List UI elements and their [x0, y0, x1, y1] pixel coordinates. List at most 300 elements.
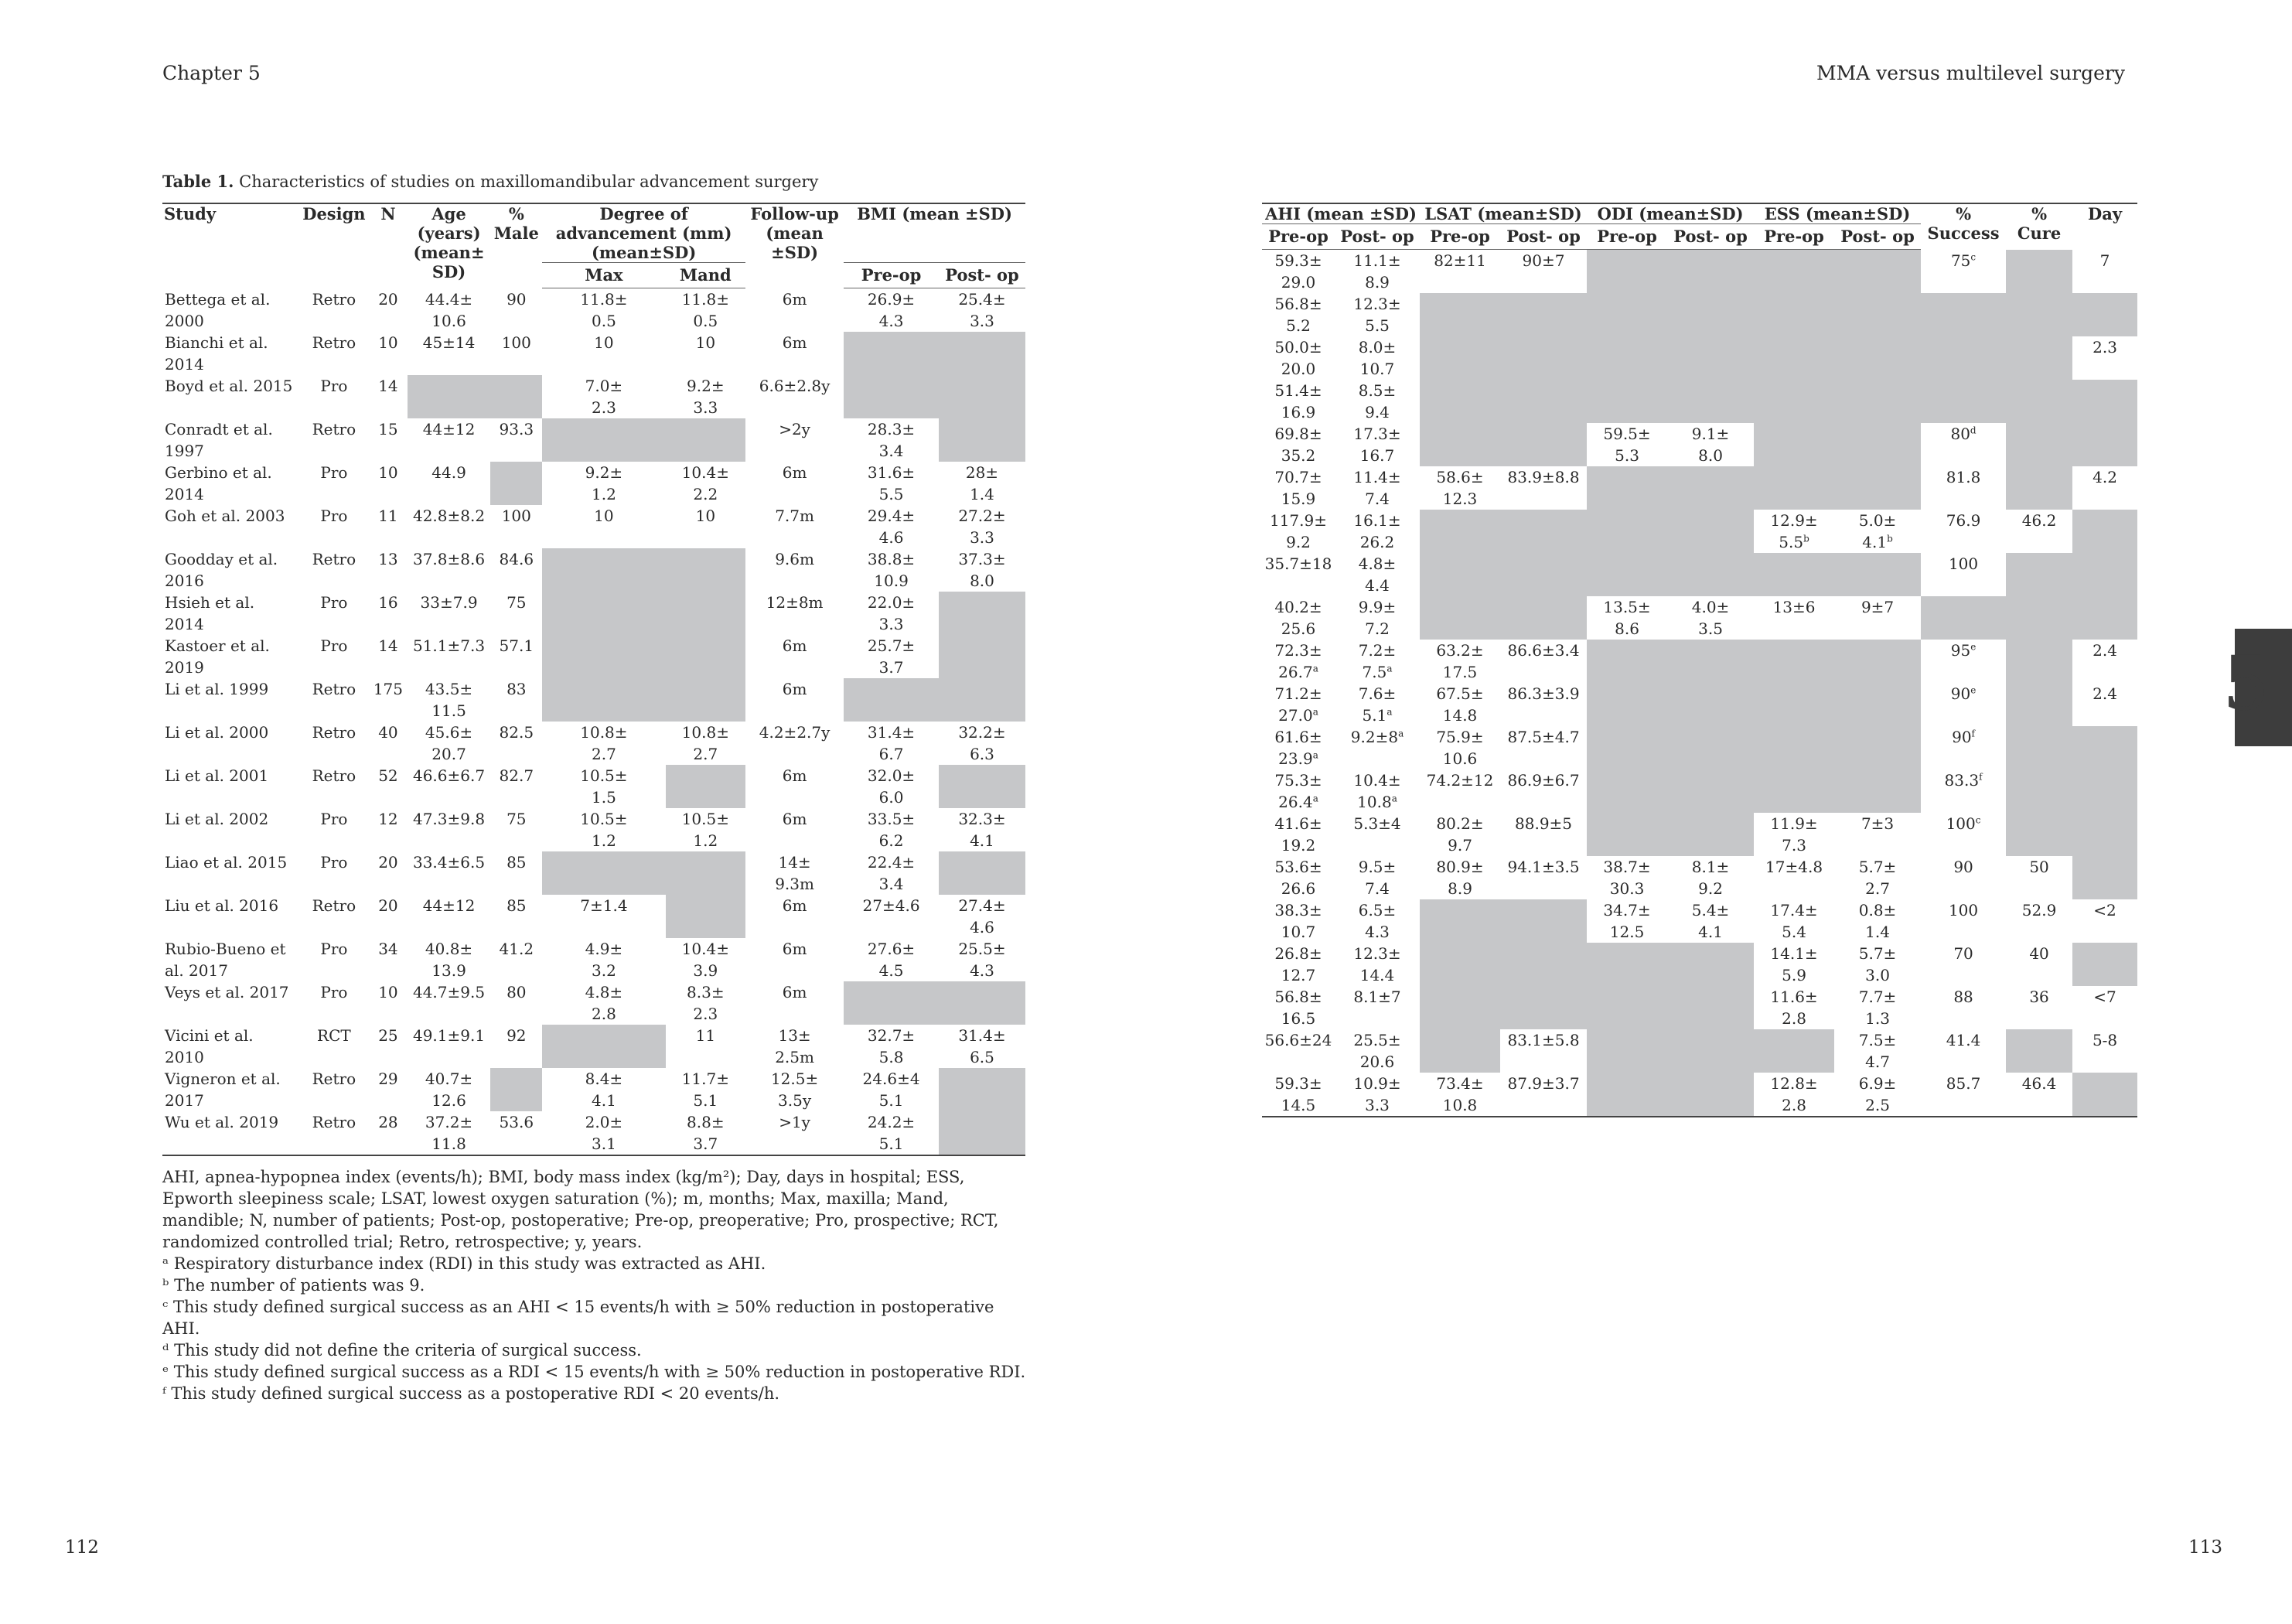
- right-cell: [1754, 683, 1834, 726]
- right-cell: 26.8± 12.7: [1274, 944, 1322, 984]
- left-cell: 10: [378, 463, 398, 482]
- right-cell: 100$^c$: [1946, 814, 1981, 833]
- left-cell: 100: [501, 507, 531, 525]
- table-row: [162, 678, 1025, 722]
- left-cell: 8.8± 3.7: [666, 1111, 745, 1155]
- left-cell: 27.6± 4.5: [867, 940, 916, 980]
- right-cell: 86.3±3.9: [1507, 684, 1580, 703]
- right-cell: [1667, 640, 1754, 683]
- left-cell: 11.8± 0.5: [580, 290, 628, 330]
- right-cell: 17.4± 5.4: [1770, 901, 1818, 941]
- table-row: [1262, 553, 2137, 596]
- right-cell: 80.2± 9.7: [1436, 814, 1484, 855]
- col-cure: % Cure: [2006, 203, 2072, 250]
- left-cell: [939, 375, 1025, 418]
- left-cell: 8.3± 2.3: [687, 983, 725, 1023]
- right-cell: 80.9± 8.9: [1436, 858, 1484, 898]
- table-row: [1262, 1029, 2137, 1073]
- left-cell: 10: [695, 507, 716, 525]
- right-cell: 9±7: [1861, 598, 1895, 616]
- right-cell: [1420, 943, 1500, 986]
- left-cell: Pro: [320, 853, 348, 872]
- right-cell: 41.4: [1946, 1031, 1981, 1049]
- left-cell: 6m: [782, 333, 807, 352]
- right-cell: 7.6± 5.1$^a$: [1358, 684, 1397, 725]
- right-cell: 59.5± 5.3: [1603, 425, 1651, 465]
- left-cell: [490, 462, 542, 505]
- left-cell: 10: [378, 333, 398, 352]
- left-cell: 6m: [782, 636, 807, 655]
- left-cell: Hsieh et al. 2014: [165, 593, 255, 633]
- right-cell: 10.4± 10.8$^a$: [1353, 771, 1401, 811]
- right-cell: [1420, 293, 1500, 336]
- right-cell: [1587, 1073, 1667, 1117]
- col-ess-pre: Pre-op: [1754, 224, 1834, 250]
- right-cell: 7: [2099, 251, 2110, 270]
- table-notes: [162, 1166, 1028, 1404]
- left-cell: 44.4± 10.6: [425, 289, 473, 330]
- table-row: [162, 851, 1025, 895]
- left-cell: 45.6± 20.7: [425, 723, 473, 763]
- left-cell: 10.5± 1.5: [580, 766, 628, 807]
- right-cell: 72.3± 26.7$^a$: [1274, 641, 1322, 681]
- right-cell: [2006, 813, 2072, 856]
- right-cell: 14.1± 5.9: [1770, 944, 1818, 984]
- left-cell: Retro: [312, 766, 356, 785]
- left-cell: Retro: [312, 896, 356, 915]
- table-row: [1262, 250, 2137, 294]
- left-cell: 6m: [782, 896, 807, 915]
- footnote: ᵉ This study defined surgical success as a RDI < 15 events/h with ≥ 50% reduction in postoperative RDI.: [162, 1363, 1026, 1381]
- right-cell: 6.9± 2.5: [1834, 1073, 1921, 1117]
- left-cell: 9.2± 1.2: [585, 463, 623, 503]
- table-row: [1262, 640, 2137, 683]
- left-cell: 85: [506, 896, 527, 915]
- left-cell: Conradt et al. 1997: [165, 420, 273, 460]
- left-cell: 28± 1.4: [965, 463, 999, 503]
- right-cell: [1834, 250, 1921, 294]
- table-row: [1262, 856, 2137, 899]
- left-cell: Kastoer et al. 2019: [165, 636, 270, 677]
- table-row: [1262, 466, 2137, 510]
- right-cell: 56.6±24: [1264, 1031, 1332, 1049]
- left-cell: 33±7.9: [420, 593, 478, 612]
- right-cell: 59.3± 14.5: [1262, 1073, 1335, 1117]
- left-cell: 10: [695, 333, 716, 352]
- left-cell: 93.3: [499, 420, 534, 438]
- right-cell: 12.3± 14.4: [1353, 944, 1401, 984]
- left-cell: 8.4± 4.1: [585, 1070, 623, 1110]
- left-cell: [490, 1068, 542, 1111]
- right-cell: 85.7: [1921, 1073, 2006, 1117]
- right-cell: 86.6±3.4: [1507, 641, 1580, 660]
- right-cell: [1921, 293, 2006, 336]
- left-cell: 4.9± 3.2: [585, 940, 623, 980]
- right-cell: [2072, 856, 2137, 899]
- right-cell: 25.5± 20.6: [1353, 1031, 1401, 1071]
- right-cell: 82±11: [1434, 251, 1486, 270]
- left-cell: 32.0± 6.0: [867, 766, 916, 807]
- left-cell: 84.6: [499, 550, 534, 568]
- footnote: ᵃ Respiratory disturbance index (RDI) in this study was extracted as AHI.: [162, 1254, 766, 1273]
- left-cell: Vicini et al. 2010: [165, 1026, 254, 1066]
- left-cell: 82.7: [499, 766, 534, 785]
- right-cell: [1754, 380, 1834, 423]
- right-cell: 8.0± 10.7: [1358, 338, 1397, 378]
- left-cell: 33.4±6.5: [412, 853, 486, 872]
- right-cell: [1500, 293, 1587, 336]
- left-cell: [542, 1025, 665, 1068]
- running-header-title: MMA versus multilevel surgery: [1816, 62, 2125, 84]
- left-cell: 32.3± 4.1: [958, 810, 1006, 850]
- left-cell: 13: [378, 550, 398, 568]
- left-cell: [939, 678, 1025, 722]
- col-bmi: BMI (mean ±SD): [844, 203, 1025, 263]
- right-cell: 67.5± 14.8: [1436, 684, 1484, 725]
- right-cell: 87.5±4.7: [1507, 728, 1580, 746]
- right-cell: [2006, 726, 2072, 769]
- left-cell: [666, 851, 745, 895]
- left-cell: >2y: [779, 420, 810, 438]
- right-cell: 74.2±12: [1426, 771, 1494, 790]
- right-cell: 13±6: [1772, 598, 1816, 616]
- right-cell: 11.1± 8.9: [1353, 251, 1401, 292]
- right-cell: [1500, 336, 1587, 380]
- right-cell: [1587, 380, 1667, 423]
- left-cell: 24.2± 5.1: [844, 1111, 939, 1155]
- left-cell: 10: [594, 507, 614, 525]
- left-cell: 175: [373, 680, 403, 698]
- right-cell: 4.0± 3.5: [1691, 598, 1730, 638]
- left-cell: 7.0± 2.3: [585, 377, 623, 417]
- left-cell: [542, 635, 665, 678]
- right-cell: [1500, 510, 1587, 553]
- left-cell: [939, 418, 1025, 462]
- running-header-chapter: Chapter 5: [162, 62, 261, 84]
- left-cell: 31.4± 6.7: [867, 723, 916, 763]
- col-study: Study: [162, 203, 299, 288]
- right-cell: [1667, 943, 1754, 986]
- page-number-right: 113: [2188, 1537, 2222, 1557]
- right-cell: [1587, 769, 1667, 813]
- right-cell: [1834, 640, 1921, 683]
- left-cell: [939, 981, 1025, 1025]
- col-ahi: AHI (mean ±SD): [1262, 203, 1420, 224]
- right-cell: [1834, 726, 1921, 769]
- left-cell: 22.0± 3.3: [867, 593, 916, 633]
- col-advancement: Degree of advancement (mm) (mean±SD): [542, 203, 745, 263]
- right-cell: 10.9± 3.3: [1335, 1073, 1420, 1117]
- left-cell: >1y: [745, 1111, 844, 1155]
- col-odi-post: Post- op: [1667, 224, 1754, 250]
- right-cell: 36: [2029, 988, 2049, 1006]
- right-cell: [1754, 466, 1834, 510]
- table-row: [1262, 596, 2137, 640]
- right-cell: [1587, 553, 1667, 596]
- right-cell: 100: [1948, 554, 1979, 573]
- right-cell: [1834, 336, 1921, 380]
- left-cell: 2.0± 3.1: [542, 1111, 665, 1155]
- right-cell: [1667, 510, 1754, 553]
- left-cell: [666, 418, 745, 462]
- table-row: [162, 722, 1025, 765]
- right-cell: 58.6± 12.3: [1436, 468, 1484, 508]
- left-cell: 11: [695, 1026, 716, 1045]
- left-cell: 40.7± 12.6: [425, 1070, 473, 1110]
- right-cell: 11.9± 7.3: [1770, 814, 1818, 855]
- right-cell: 83.3$^f$: [1944, 771, 1983, 790]
- left-cell: 37.8±8.6: [412, 550, 486, 568]
- table-row: [162, 332, 1025, 375]
- table-row: [1262, 943, 2137, 986]
- right-cell: [1420, 510, 1500, 553]
- left-cell: [844, 375, 939, 418]
- right-cell: [1420, 553, 1500, 596]
- right-cell: [1754, 553, 1834, 596]
- table-row: [162, 1111, 1025, 1155]
- right-cell: [1667, 1029, 1754, 1073]
- left-cell: 44.7±9.5: [412, 983, 486, 1001]
- left-cell: 16: [378, 593, 398, 612]
- right-cell: [1834, 466, 1921, 510]
- left-cell: 32.7± 5.8: [867, 1026, 916, 1066]
- left-cell: [939, 851, 1025, 895]
- right-cell: [2006, 553, 2072, 596]
- left-cell: 6m: [782, 983, 807, 1001]
- right-cell: [1420, 1029, 1500, 1073]
- right-cell: 75$^c$: [1950, 251, 1977, 270]
- right-cell: 69.8± 35.2: [1274, 425, 1322, 465]
- col-lsat-pre: Pre-op: [1420, 224, 1500, 250]
- left-cell: 7.7m: [775, 507, 814, 525]
- studies-table-right: [1262, 203, 2137, 1117]
- left-cell: 92: [506, 1026, 527, 1045]
- right-cell: [1834, 380, 1921, 423]
- right-cell: 88.9±5: [1515, 814, 1573, 833]
- left-cell: 14± 9.3m: [775, 853, 814, 893]
- right-cell: [2006, 640, 2072, 683]
- left-cell: 25.7± 3.7: [867, 636, 916, 677]
- left-cell: [542, 678, 665, 722]
- left-cell: Retro: [312, 289, 356, 309]
- right-cell: [1834, 683, 1921, 726]
- col-bmi-pre: Pre-op: [844, 263, 939, 288]
- left-cell: 85: [506, 853, 527, 872]
- col-n: N: [369, 203, 408, 288]
- left-cell: 57.1: [499, 636, 534, 655]
- left-cell: 41.2: [499, 940, 534, 958]
- right-cell: <7: [2093, 988, 2116, 1006]
- left-cell: [939, 1111, 1025, 1155]
- right-cell: 16.1± 26.2: [1353, 511, 1401, 551]
- left-cell: Bianchi et al. 2014: [165, 333, 268, 374]
- table-row: [162, 418, 1025, 462]
- left-cell: Pro: [320, 463, 348, 482]
- right-cell: 7.7± 1.3: [1858, 988, 1897, 1028]
- right-cell: 4.8± 4.4: [1358, 554, 1397, 595]
- right-cell: 90$^f$: [1952, 728, 1975, 746]
- right-cell: 100: [1948, 901, 1979, 919]
- right-cell: [1667, 250, 1754, 294]
- left-cell: [666, 548, 745, 592]
- footnote: ᵈ This study did not define the criteria of surgical success.: [162, 1341, 642, 1360]
- table-row: [1262, 1073, 2137, 1117]
- right-cell: [2072, 553, 2137, 596]
- left-cell: Boyd et al. 2015: [165, 377, 293, 395]
- left-cell: 44±12: [422, 896, 476, 915]
- left-cell: 6m: [782, 463, 807, 482]
- left-cell: Wu et al. 2019: [162, 1111, 299, 1155]
- right-cell: [1754, 769, 1834, 813]
- left-cell: [542, 851, 665, 895]
- right-cell: [1667, 380, 1754, 423]
- left-cell: Pro: [320, 940, 348, 958]
- left-cell: [542, 592, 665, 635]
- right-cell: 80$^d$: [1950, 425, 1977, 443]
- right-cell: [1921, 596, 2006, 640]
- right-cell: 12.8± 2.8: [1754, 1073, 1834, 1117]
- col-design: Design: [299, 203, 369, 288]
- table-row: [1262, 683, 2137, 726]
- col-day: Day: [2072, 203, 2137, 250]
- right-cell: 94.1±3.5: [1507, 858, 1580, 876]
- left-cell: 28.3± 3.4: [867, 420, 916, 460]
- left-cell: 25.4± 3.3: [958, 290, 1006, 330]
- left-cell: Li et al. 2000: [165, 723, 269, 742]
- right-cell: [2072, 380, 2137, 423]
- right-cell: 7±3: [1861, 814, 1895, 833]
- left-cell: Bettega et al. 2000: [165, 289, 271, 330]
- right-cell: 75.3± 26.4$^a$: [1274, 771, 1322, 811]
- right-cell: 9.1± 8.0: [1691, 425, 1730, 465]
- abbreviations-note: AHI, apnea-hypopnea index (events/h); BMI, body mass index (kg/m²); Day, days in hospital; ESS, Epworth sleepiness scale; LSAT, lowest oxygen saturation (%); m, months; Max, maxilla; Mand, mandible; N, number of patients; Post-op, postoperative; Pre-op, preoperative; Pro, prospective; RCT, randomized controlled trial; Retro, retrospective; y, years.: [162, 1168, 999, 1251]
- left-cell: Gerbino et al. 2014: [165, 463, 272, 503]
- right-cell: [1754, 250, 1834, 294]
- left-cell: 6m: [782, 680, 807, 698]
- left-cell: 6m: [782, 289, 807, 309]
- left-cell: 83: [506, 680, 527, 698]
- right-cell: [2006, 466, 2072, 510]
- table-row: [1262, 813, 2137, 856]
- left-cell: 34: [378, 940, 398, 958]
- left-cell: 90: [506, 289, 527, 309]
- table-row: [162, 548, 1025, 592]
- left-cell: [666, 895, 745, 938]
- table-row: [162, 1068, 1025, 1111]
- right-cell: 7.5± 4.7: [1858, 1031, 1897, 1071]
- left-cell: 20: [378, 289, 398, 309]
- left-cell: Pro: [320, 636, 348, 655]
- right-cell: 88: [1953, 988, 1973, 1006]
- right-cell: 0.8± 1.4: [1858, 901, 1897, 941]
- left-cell: 20: [378, 896, 398, 915]
- right-cell: 5.7± 3.0: [1858, 944, 1897, 984]
- right-cell: 81.8: [1946, 468, 1981, 486]
- left-cell: 7±1.4: [580, 896, 628, 915]
- col-ahi-pre: Pre-op: [1262, 224, 1335, 250]
- right-cell: [1500, 899, 1587, 943]
- left-cell: 37.3± 8.0: [958, 550, 1006, 590]
- right-cell: 46.4: [2006, 1073, 2072, 1117]
- right-cell: [2006, 769, 2072, 813]
- right-cell: 95e: [1950, 641, 1977, 660]
- col-ahi-post: Post- op: [1335, 224, 1420, 250]
- left-cell: 49.1±9.1: [412, 1026, 486, 1045]
- left-cell: 40.8± 13.9: [425, 940, 473, 980]
- right-cell: [1587, 813, 1667, 856]
- footnote: ᶠ This study defined surgical success as a postoperative RDI < 20 events/h.: [162, 1384, 780, 1403]
- right-cell: $9.2\pm 8^a$: [1350, 728, 1404, 746]
- left-cell: 10: [378, 983, 398, 1001]
- right-cell: 70.7± 15.9: [1274, 468, 1322, 508]
- left-cell: Li et al. 2001: [165, 766, 269, 785]
- right-cell: [2006, 596, 2072, 640]
- right-cell: [1667, 683, 1754, 726]
- right-cell: [1754, 336, 1834, 380]
- right-cell: [1587, 250, 1667, 294]
- right-cell: 90e: [1950, 684, 1977, 703]
- left-cell: 11: [378, 507, 398, 525]
- left-cell: Pro: [320, 593, 348, 612]
- left-cell: [939, 765, 1025, 808]
- left-cell: 52: [378, 766, 398, 785]
- left-cell: 10: [594, 333, 614, 352]
- caption-label: Table 1.: [162, 172, 234, 191]
- left-cell: 29: [378, 1070, 398, 1088]
- left-cell: Li et al. 2002: [165, 810, 269, 828]
- right-cell: [1834, 293, 1921, 336]
- left-cell: [939, 1068, 1025, 1111]
- left-cell: 20: [378, 853, 398, 872]
- right-cell: [1834, 769, 1921, 813]
- footnote: ᶜ This study defined surgical success as an AHI < 15 events/h with ≥ 50% reduction in postoperative AHI.: [162, 1298, 994, 1338]
- right-cell: [2006, 423, 2072, 466]
- table-row: [1262, 423, 2137, 466]
- right-cell: 9.5± 7.4: [1358, 858, 1397, 898]
- left-cell: [666, 635, 745, 678]
- right-cell: [1587, 683, 1667, 726]
- right-cell: 5.7± 2.7: [1858, 858, 1897, 898]
- left-cell: 15: [378, 420, 398, 438]
- left-cell: 10.4± 3.9: [681, 940, 729, 980]
- right-cell: 38.7± 30.3: [1603, 858, 1651, 898]
- right-cell: [1667, 553, 1754, 596]
- col-odi: ODI (mean±SD): [1587, 203, 1754, 224]
- right-cell: [1834, 423, 1921, 466]
- right-cell: 56.8± 16.5: [1274, 988, 1322, 1028]
- left-cell: 6.6±2.8y: [759, 377, 831, 395]
- right-cell: [1420, 986, 1500, 1029]
- left-cell: 14: [378, 377, 398, 395]
- right-cell: 9.9± 7.2: [1358, 598, 1397, 638]
- left-cell: 28: [369, 1111, 408, 1155]
- right-cell: [1500, 553, 1587, 596]
- right-cell: [2006, 683, 2072, 726]
- right-cell: 2.3: [2092, 338, 2117, 357]
- right-cell: 12.9± 5.5$^b$: [1770, 511, 1818, 551]
- left-cell: 6m: [782, 810, 807, 828]
- left-cell: 31.4± 6.5: [958, 1026, 1006, 1066]
- studies-table-left: [162, 203, 1025, 1156]
- right-cell: 70: [1953, 944, 1973, 963]
- page-number-left: 112: [65, 1537, 99, 1557]
- right-cell: [1667, 1073, 1754, 1117]
- right-cell: [1587, 510, 1667, 553]
- right-cell: [1587, 466, 1667, 510]
- right-cell: [1921, 336, 2006, 380]
- left-cell: [844, 678, 939, 722]
- left-cell: Pro: [320, 377, 348, 395]
